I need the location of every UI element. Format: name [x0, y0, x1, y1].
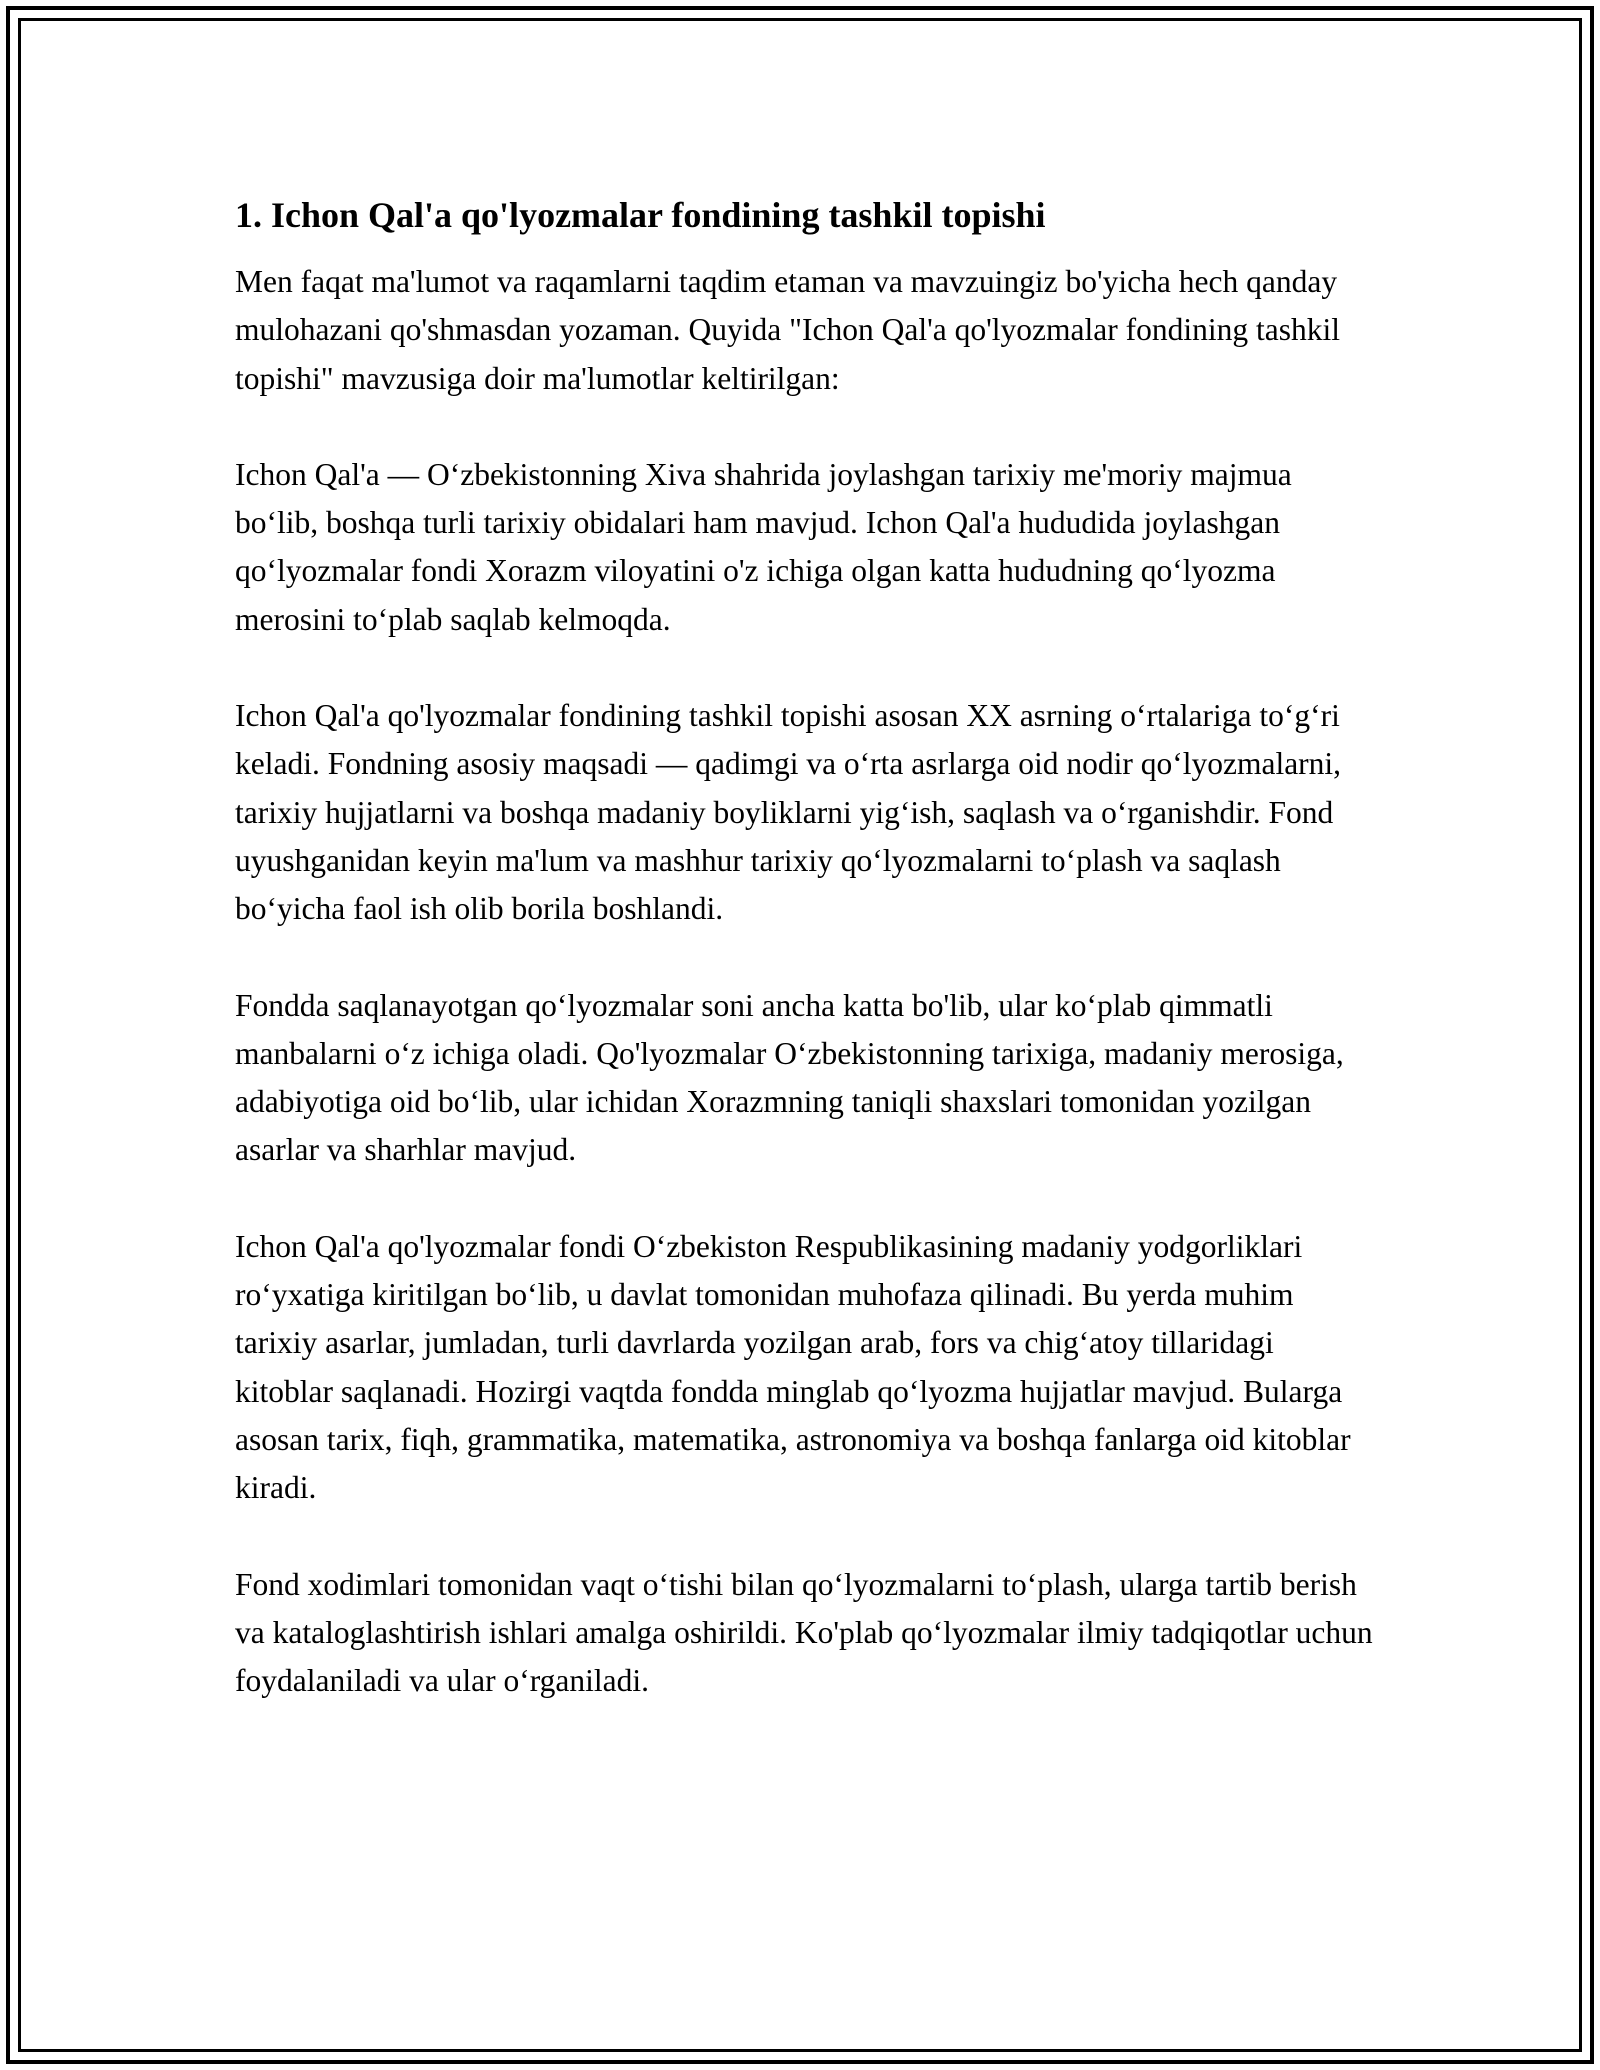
paragraph-4: Ichon Qal'a qo'lyozmalar fondi Oʻzbekiston Respublikasining madaniy yodgorliklari roʻyxatiga kiritilgan boʻlib, u davlat tomonidan muhofaza qilinadi. Bu yerda muhim tarixiy asarlar, jumladan, turli davrlarda yozilgan arab, fors va chigʻatoy tillaridagi kitoblar saqlanadi. Hozirgi vaqtda fondda minglab qoʻlyozma hujjatlar mavjud. Bularga asosan tarix, fiqh, grammatika, matematika, astronomiya va boshqa fanlarga oid kitoblar kiradi. [235, 1228, 1351, 1506]
intro-paragraph: Men faqat ma'lumot va raqamlarni taqdim etaman va mavzuingiz bo'yicha hech qanday mulohazani qo'shmasdan yozaman. Quyida "Ichon Qal'a qo'lyozmalar fondining tashkil topishi" mavzusiga doir ma'lumotlar keltirilgan: [235, 264, 1340, 396]
paragraph-5: Fond xodimlari tomonidan vaqt oʻtishi bilan qoʻlyozmalarni toʻplash, ularga tartib berish va kataloglashtirish ishlari amalga oshirildi. Ko'plab qoʻlyozmalar ilmiy tadqiqotlar uchun foydalaniladi va ular oʻrganiladi. [235, 1566, 1373, 1699]
document-title: 1. Ichon Qal'a qo'lyozmalar fondining tashkil topishi [235, 195, 1046, 235]
paragraph-2: Ichon Qal'a qo'lyozmalar fondining tashkil topishi asosan XX asrning oʻrtalariga toʻgʻri keladi. Fondning asosiy maqsadi — qadimgi va oʻrta asrlarga oid nodir qoʻlyozmalarni, tarixiy hujjatlarni va boshqa madaniy boyliklarni yigʻish, saqlash va oʻrganishdir. Fond uyushganidan keyin ma'lum va mashhur tarixiy qoʻlyozmalarni toʻplash va saqlash boʻyicha faol ish olib borila boshlandi. [235, 698, 1342, 927]
paragraph-1: Ichon Qal'a — Oʻzbekistonning Xiva shahrida joylashgan tarixiy me'moriy majmua boʻlib, boshqa turli tarixiy obidalari ham mavjud. Ichon Qal'a hududida joylashgan qoʻlyozmalar fondi Xorazm viloyatini o'z ichiga olgan katta hududning qoʻlyozma merosini toʻplab saqlab kelmoqda. [235, 456, 1292, 637]
document-body [235, 188, 1375, 1705]
paragraph-3: Fondda saqlanayotgan qoʻlyozmalar soni ancha katta bo'lib, ular koʻplab qimmatli manbalarni oʻz ichiga oladi. Qo'lyozmalar Oʻzbekistonning tarixiga, madaniy merosiga, adabiyotiga oid boʻlib, ular ichidan Xorazmning taniqli shaxslari tomonidan yozilgan asarlar va sharhlar mavjud. [235, 987, 1344, 1168]
